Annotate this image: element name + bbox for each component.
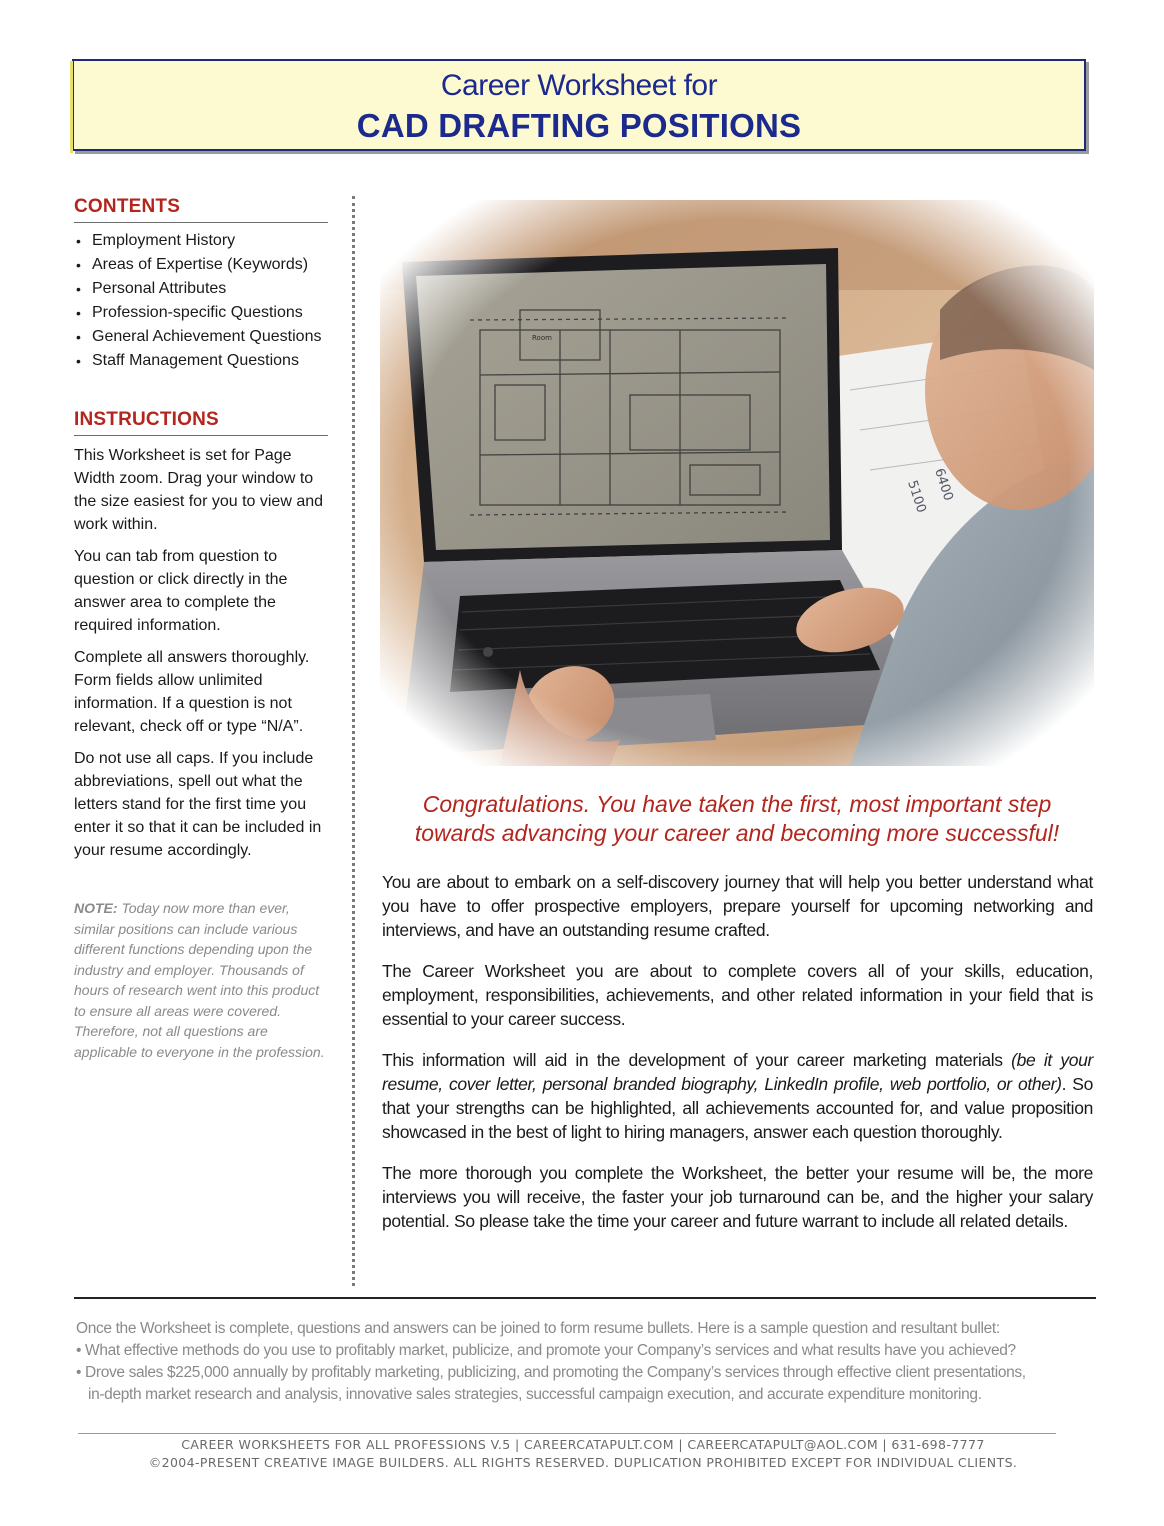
note-text — [74, 898, 328, 1062]
note-label: NOTE: — [74, 900, 118, 916]
contents-item: • General Achievement Questions — [74, 325, 328, 349]
sample-bullet-line-2: in-depth market research and analysis, innovative sales strategies, successful campaign execution, and accurate expenditure monitoring. — [88, 1386, 982, 1403]
contents-item: • Profession-specific Questions — [74, 301, 328, 325]
contents-heading: CONTENTS — [74, 196, 328, 223]
contents-item: • Employment History — [74, 229, 328, 253]
intro-body — [382, 870, 1093, 1250]
intro-paragraph-1: You are about to embark on a self-discovery journey that will help you better understand what you have to offer prospective employers, prepare yourself for upcoming networking and interviews, and have an outstanding resume crafted. — [382, 872, 1093, 940]
p3-text-italic: (be it your resume, cover letter, personal branded biography, LinkedIn profile, web portfolio, or other) — [382, 1050, 1093, 1094]
congrats-line-1: Congratulations. You have taken the first, most important step — [422, 791, 1052, 817]
title-line-2: CAD DRAFTING POSITIONS — [356, 107, 802, 144]
intro-paragraph-4: The more thorough you complete the Worksheet, the better your resume will be, the more interviews you will receive, the faster your job turnaround can be, and the higher your salary potential. So please take the time your career and future warrant to include all related details. — [382, 1163, 1093, 1231]
sample-bullet-section — [76, 1318, 1096, 1406]
contents-list — [74, 229, 328, 373]
instructions-paragraph: You can tab from question to question or click directly in the answer area to complete the required information. — [74, 548, 288, 634]
cad-laptop-photo — [380, 200, 1094, 766]
instructions-paragraph: Do not use all caps. If you include abbreviations, spell out what the letters stand for the first time you enter it so that it can be included in your resume accordingly. — [74, 750, 322, 859]
contents-item: • Personal Attributes — [74, 277, 328, 301]
footer-line-2: ©2004-PRESENT CREATIVE IMAGE BUILDERS. ALL RIGHTS RESERVED. DUPLICATION PROHIBITED EXCEPT FOR INDIVIDUAL CLIENTS. — [148, 1455, 1018, 1470]
instructions-paragraph: Complete all answers thoroughly. Form fields allow unlimited information. If a question is not relevant, check off or type “N/A”. — [74, 649, 310, 735]
footer-rule — [78, 1433, 1056, 1434]
p3-text-a: This information will aid in the development of your career marketing materials — [382, 1050, 1012, 1070]
banner-accent — [70, 61, 73, 153]
instructions-heading: INSTRUCTIONS — [74, 409, 328, 436]
title-line-1: Career Worksheet for — [440, 69, 718, 102]
instructions-section — [74, 409, 328, 862]
footer-line-1: CAREER WORKSHEETS FOR ALL PROFESSIONS V.5 | CAREERCATAPULT.COM | CAREERCATAPULT@AOL.COM | 631-698-7777 — [181, 1437, 985, 1452]
contents-item: • Staff Management Questions — [74, 349, 328, 373]
p3-text-b: . So that your strengths can be highlighted, all achievements accounted for, and value proposition showcased in the best of light to hiring managers, answer each question thoroughly. — [382, 1074, 1094, 1142]
column-divider — [352, 196, 355, 1286]
sample-bullet-line-1: • Drove sales $225,000 annually by profitably marketing, publicizing, and promoting the Company’s services through effective client presentations, — [76, 1364, 1026, 1381]
congrats-line-2: towards advancing your career and becoming more successful! — [414, 820, 1060, 846]
congratulations-message — [380, 790, 1094, 848]
note-body: Today now more than ever, similar positions can include various different functions depending upon the industry and employer. Thousands of hours of research went into this product to ensure all areas were covered. Therefore, not all questions are applicable to everyone in the profession. — [74, 900, 325, 1060]
intro-paragraph-2: The Career Worksheet you are about to complete covers all of your skills, education, employment, responsibilities, achievements, and other related information in your field that is essential to your career success. — [382, 961, 1093, 1029]
sample-question: • What effective methods do you use to profitably market, publicize, and promote your Company’s services and what results have you achieved? — [76, 1342, 1016, 1359]
sample-intro: Once the Worksheet is complete, questions and answers can be joined to form resume bullets. Here is a sample question and resultant bullet: — [76, 1320, 1000, 1337]
intro-paragraph-3 — [382, 1048, 1093, 1144]
instructions-paragraph: This Worksheet is set for Page Width zoom. Drag your window to the size easiest for you to view and work within. — [74, 447, 324, 533]
section-divider — [74, 1297, 1096, 1299]
left-sidebar — [74, 196, 328, 1062]
title-banner — [72, 59, 1086, 151]
page-footer — [78, 1436, 1088, 1472]
contents-item: • Areas of Expertise (Keywords) — [74, 253, 328, 277]
